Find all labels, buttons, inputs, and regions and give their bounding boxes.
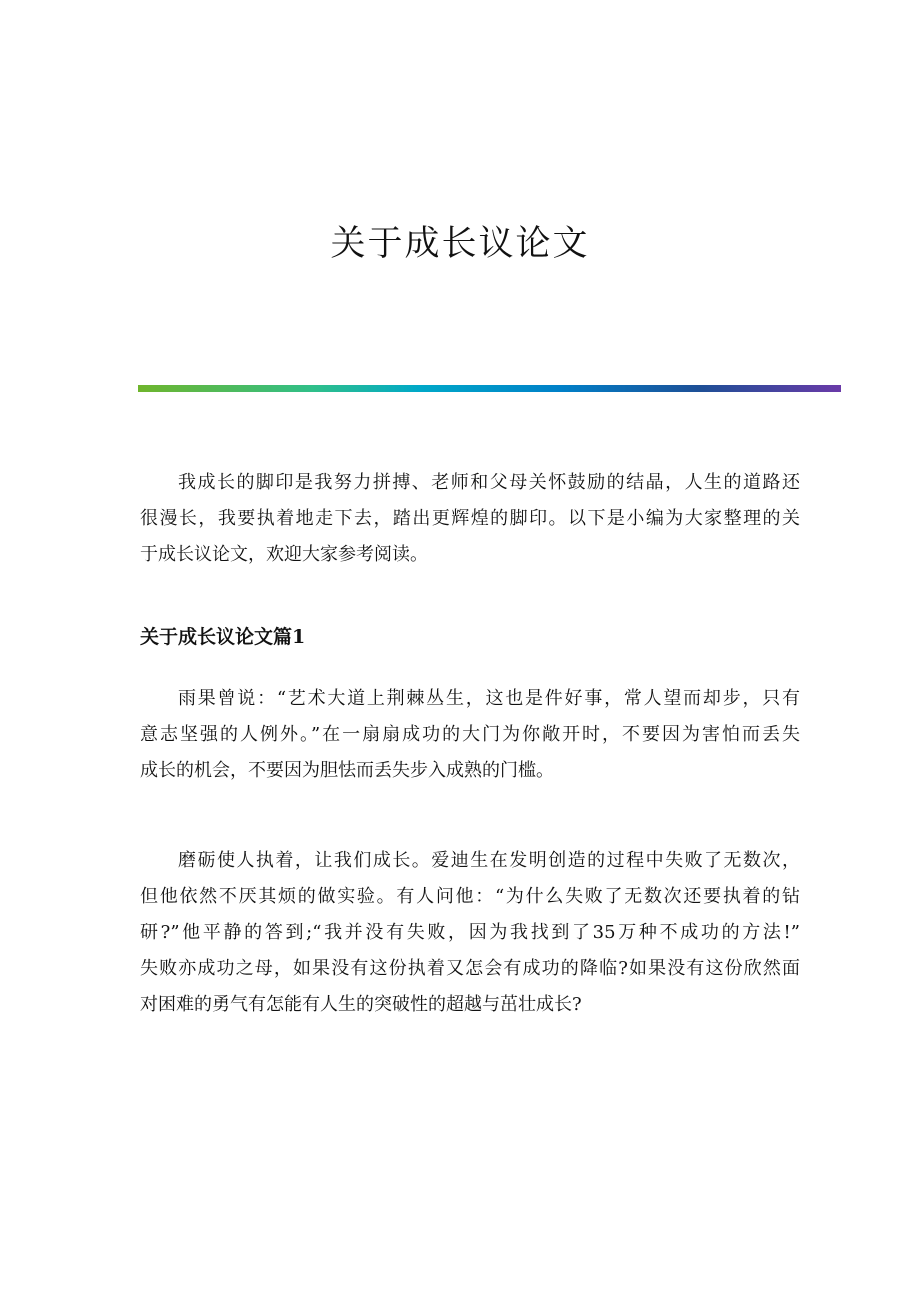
text-line: 于成长议论文，欢迎大家参考阅读。 (140, 544, 428, 565)
paragraph-2 (140, 843, 800, 1023)
text-line: 成长的机会，不要因为胆怯而丢失步入成熟的门槛。 (140, 760, 554, 781)
text-line: 很漫长，我要执着地走下去，踏出更辉煌的脚印。以下是小编为大家整理的关 (140, 508, 800, 529)
text-line: 意志坚强的人例外。”在一扇扇成功的大门为你敞开时，不要因为害怕而丢失 (140, 724, 800, 745)
text-line: 但他依然不厌其烦的做实验。有人问他：“为什么失败了无数次还要执着的钻 (140, 886, 800, 907)
text-line: 研?”他平静的答到;“我并没有失败，因为我找到了35万种不成功的方法!” (140, 922, 800, 943)
paragraph-1 (140, 681, 800, 789)
text-line: 磨砺使人执着，让我们成长。爱迪生在发明创造的过程中失败了无数次， (178, 850, 800, 871)
text-line: 对困难的勇气有怎能有人生的突破性的超越与茁壮成长? (140, 994, 582, 1015)
text-line: 雨果曾说：“艺术大道上荆棘丛生，这也是件好事，常人望而却步，只有 (178, 688, 800, 709)
text-line: 失败亦成功之母，如果没有这份执着又怎会有成功的降临?如果没有这份欣然面 (140, 958, 800, 979)
intro-paragraph (140, 465, 800, 573)
section-heading: 关于成长议论文篇1 (140, 626, 306, 648)
title-divider (138, 385, 841, 392)
text-line: 我成长的脚印是我努力拼搏、老师和父母关怀鼓励的结晶，人生的道路还 (178, 472, 800, 493)
document-title: 关于成长议论文 (330, 224, 590, 264)
